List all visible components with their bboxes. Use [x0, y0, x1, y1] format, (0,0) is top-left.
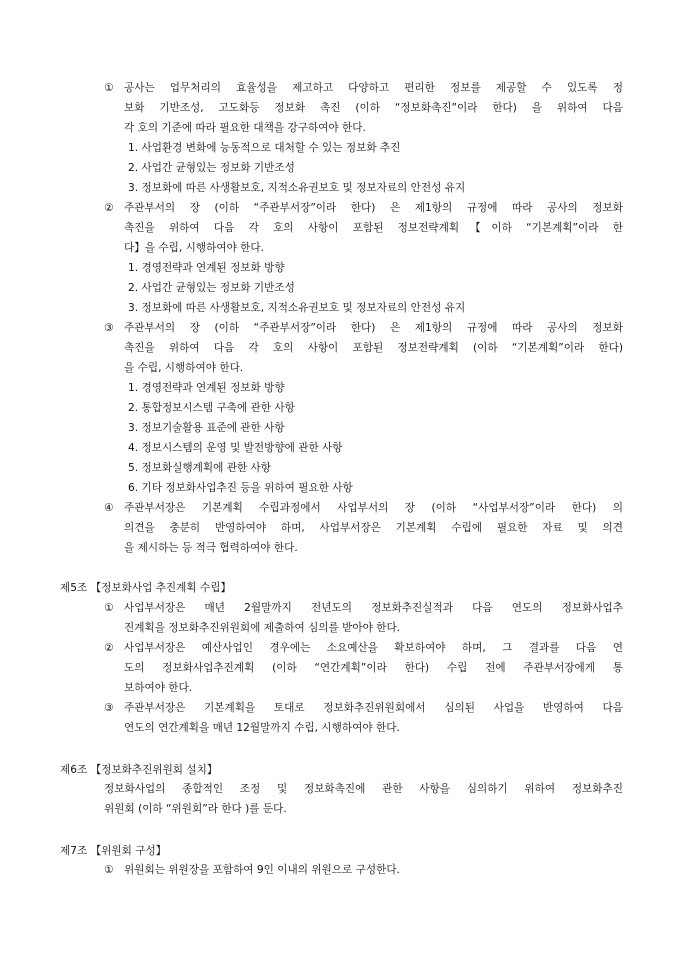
- paragraph-line: 연도의 연간계획을 매년 12월말까지 수립, 시행하여야 한다.: [124, 722, 400, 734]
- paragraph-line: 보하여야 한다.: [124, 682, 193, 694]
- paragraph-marker: ②: [104, 642, 114, 654]
- paragraph-line: 각 호의 기준에 따라 필요한 대책을 강구하여야 한다.: [124, 122, 366, 134]
- paragraph-line: 다】을 수립, 시행하여야 한다.: [124, 242, 264, 254]
- paragraph-marker: ③: [104, 702, 114, 714]
- paragraph-line: 위원회는 위원장을 포함하여 9인 이내의 위원으로 구성한다.: [124, 864, 400, 876]
- paragraph-line: 정보화사업의 종합적인 조정 및 정보화촉진에 관한 사항을 심의하기 위하여 정보화추진: [104, 783, 623, 795]
- list-item: 5. 정보화실행계획에 관한 사항: [128, 462, 272, 474]
- list-item: 3. 정보화에 따른 사생활보호, 지적소유권보호 및 정보자료의 안전성 유지: [128, 302, 466, 314]
- paragraph-line: 주관부서의 장 (이하 “주관부서장”이라 한다) 은 제1항의 규정에 따라 공사의 정보화: [124, 322, 623, 334]
- list-item: 1. 경영전략과 연계된 정보화 방향: [128, 382, 285, 394]
- paragraph-marker: ①: [104, 602, 114, 614]
- paragraph-line: 촉진을 위하여 다음 각 호의 사항이 포함된 정보전략계획 (이하 “기본계획”이라 한다): [124, 342, 623, 354]
- list-item: 4. 정보시스템의 운영 및 발전방향에 관한 사항: [128, 442, 343, 454]
- article-heading: 제5조 【정보화사업 추진계획 수립】: [60, 582, 232, 594]
- paragraph-marker: ①: [104, 82, 114, 94]
- paragraph-marker: ④: [104, 502, 114, 514]
- paragraph-line: 사업부서장은 매년 2월말까지 전년도의 정보화추진실적과 다음 연도의 정보화사업추: [124, 602, 623, 614]
- paragraph-line: 주관부서의 장 (이하 “주관부서장”이라 한다) 은 제1항의 규정에 따라 공사의 정보화: [124, 202, 623, 214]
- paragraph-line: 주관부서장은 기본계획 수립과정에서 사업부서의 장 (이하 “사업부서장”이라 한다) 의: [124, 502, 623, 514]
- article-heading: 제7조 【위원회 구성】: [60, 845, 167, 857]
- paragraph-line: 도의 정보화사업추진계획 (이하 “연간계획”이라 한다) 수립 전에 주관부서장에게 통: [124, 662, 623, 674]
- list-item: 3. 정보화에 따른 사생활보호, 지적소유권보호 및 정보자료의 안전성 유지: [128, 182, 466, 194]
- paragraph-line: 공사는 업무처리의 효율성을 제고하고 다양하고 편리한 정보를 제공할 수 있도록 정: [124, 82, 623, 94]
- paragraph-line: 촉진을 위하여 다음 각 호의 사항이 포함된 정보전략계획【이하 “기본계획”이라 한: [124, 222, 623, 234]
- paragraph-line: 위원회 (이하 “위원회”라 한다 )를 둔다.: [104, 803, 287, 815]
- article-heading: 제6조 【정보화추진위원회 설치】: [60, 764, 218, 776]
- list-item: 2. 사업간 균형있는 정보화 기반조성: [128, 162, 295, 174]
- list-item: 3. 정보기술활용 표준에 관한 사항: [128, 422, 285, 434]
- paragraph-marker: ③: [104, 322, 114, 334]
- paragraph-marker: ①: [104, 864, 114, 876]
- list-item: 1. 사업환경 변화에 능동적으로 대처할 수 있는 정보화 추진: [128, 142, 401, 154]
- list-item: 2. 통합정보시스템 구축에 관한 사항: [128, 402, 295, 414]
- paragraph-line: 주관부서장은 기본계획을 토대로 정보화추진위원회에서 심의된 사업을 반영하여 다음: [124, 702, 623, 714]
- paragraph-line: 을 수립, 시행하여야 한다.: [124, 362, 244, 374]
- list-item: 6. 기타 정보화사업추진 등을 위하여 필요한 사항: [128, 482, 353, 494]
- list-item: 2. 사업간 균형있는 정보화 기반조성: [128, 282, 295, 294]
- paragraph-line: 보화 기반조성, 고도화등 정보화 촉진 (이하 “정보화촉진”이라 한다) 을 위하여 다음: [124, 102, 623, 114]
- paragraph-marker: ②: [104, 202, 114, 214]
- paragraph-line: 을 제시하는 등 적극 협력하여야 한다.: [124, 542, 298, 554]
- paragraph-line: 사업부서장은 예산사업인 경우에는 소요예산을 확보하여야 하며, 그 결과를 다음 연: [124, 642, 623, 654]
- list-item: 1. 경영전략과 연계된 정보화 방향: [128, 262, 285, 274]
- paragraph-line: 진계획을 정보화추진위원회에 제출하여 심의를 받아야 한다.: [124, 622, 401, 634]
- paragraph-line: 의견을 충분히 반영하여야 하며, 사업부서장은 기본계획 수립에 필요한 자료 및 의견: [124, 522, 623, 534]
